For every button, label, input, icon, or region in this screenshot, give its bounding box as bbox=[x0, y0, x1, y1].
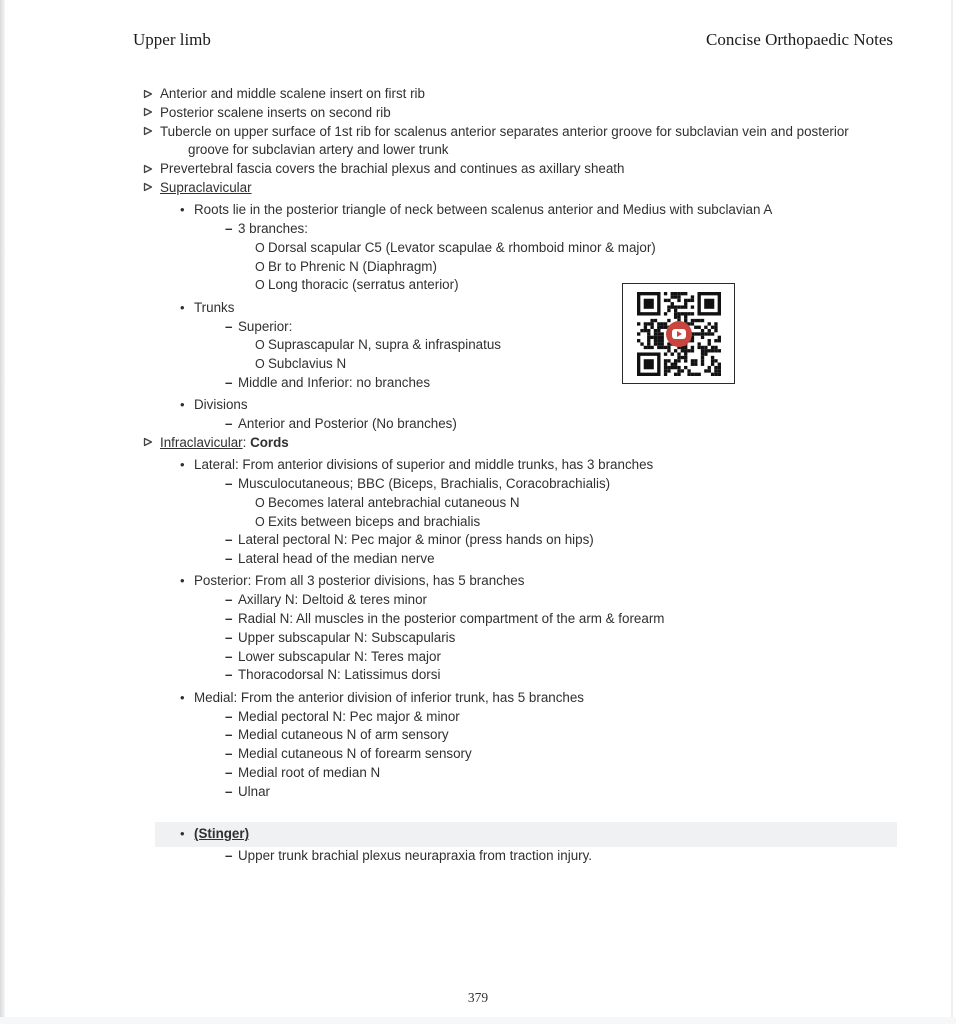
list-item bbox=[0, 434, 956, 453]
circle-bullet-icon: O bbox=[255, 338, 265, 353]
list-item bbox=[0, 494, 956, 513]
dot-bullet-icon: • bbox=[180, 299, 185, 315]
dash-bullet-icon: – bbox=[225, 592, 233, 608]
dash-bullet-icon: – bbox=[225, 416, 233, 432]
circle-bullet-icon: O bbox=[255, 240, 265, 255]
list-item bbox=[0, 726, 956, 745]
list-item bbox=[0, 415, 956, 434]
dash-bullet-icon: – bbox=[225, 475, 233, 491]
dash-bullet-icon: – bbox=[225, 727, 233, 743]
list-item bbox=[0, 610, 956, 629]
dash-bullet-icon: – bbox=[225, 764, 233, 780]
list-item bbox=[0, 629, 956, 648]
dash-bullet-icon: – bbox=[225, 746, 233, 762]
list-item-text: Anterior and middle scalene insert on first rib bbox=[160, 86, 425, 101]
list-item-text: Thoracodorsal N: Latissimus dorsi bbox=[238, 667, 441, 683]
dash-bullet-icon: – bbox=[225, 847, 233, 863]
dot-bullet-icon: • bbox=[180, 825, 185, 841]
dot-bullet-icon: • bbox=[180, 573, 185, 589]
list-item bbox=[155, 822, 897, 846]
circle-bullet-icon: O bbox=[255, 278, 265, 293]
list-item-text: Lateral pectoral N: Pec major & minor (press hands on hips) bbox=[238, 532, 594, 548]
list-item-text: Lateral head of the median nerve bbox=[238, 551, 435, 567]
list-item-text: Posterior scalene inserts on second rib bbox=[160, 104, 391, 120]
page-header bbox=[0, 30, 956, 50]
list-item bbox=[0, 123, 956, 142]
list-item-text: Superior: bbox=[238, 318, 293, 334]
list-item bbox=[0, 179, 956, 198]
list-item bbox=[0, 764, 956, 783]
list-item bbox=[0, 355, 956, 374]
list-item-text: Trunks bbox=[194, 299, 235, 315]
list-item-text: Medial: From the anterior division of inferior trunk, has 5 branches bbox=[194, 689, 584, 705]
list-item-text: Becomes lateral antebrachial cutaneous N bbox=[268, 494, 520, 510]
list-item bbox=[0, 666, 956, 685]
dash-bullet-icon: – bbox=[225, 708, 233, 724]
list-item bbox=[0, 239, 956, 258]
list-item-text: Tubercle on upper surface of 1st rib for scalenus anterior separates anterior groove for subclavian vein and posterior bbox=[160, 123, 849, 139]
list-item bbox=[0, 648, 956, 667]
list-item bbox=[0, 374, 956, 393]
list-item-text: Radial N: All muscles in the posterior compartment of the arm & forearm bbox=[238, 611, 665, 627]
dash-bullet-icon: – bbox=[225, 783, 233, 799]
list-item bbox=[0, 336, 956, 355]
list-item-text: Middle and Inferior: no branches bbox=[238, 374, 431, 390]
list-item-text: Medial root of median N bbox=[238, 764, 381, 780]
qr-code-box bbox=[622, 283, 735, 384]
list-item-text: Divisions bbox=[194, 397, 248, 413]
circle-bullet-icon: O bbox=[255, 495, 265, 510]
arrow-bullet-icon bbox=[143, 104, 160, 123]
dash-bullet-icon: – bbox=[225, 629, 233, 645]
list-item-text: Long thoracic (serratus anterior) bbox=[268, 277, 459, 293]
dash-bullet-icon: – bbox=[225, 374, 233, 390]
list-item-text: Suprascapular N, supra & infraspinatus bbox=[268, 337, 501, 353]
list-item-text: Musculocutaneous; BBC (Biceps, Brachialis, Coracobrachialis) bbox=[238, 475, 611, 491]
list-item-text: Medial cutaneous N of forearm sensory bbox=[238, 746, 472, 762]
list-item-text: Upper trunk brachial plexus neurapraxia from traction injury. bbox=[238, 847, 593, 863]
list-item bbox=[0, 572, 956, 591]
list-item bbox=[0, 847, 956, 866]
dash-bullet-icon: – bbox=[225, 611, 233, 627]
list-item-text: Posterior: From all 3 posterior divisions, has 5 branches bbox=[194, 573, 525, 589]
circle-bullet-icon: O bbox=[255, 514, 265, 529]
list-item bbox=[0, 783, 956, 802]
list-item-text: Infraclavicular: Cords bbox=[160, 434, 289, 450]
list-item-text: Exits between biceps and brachialis bbox=[268, 513, 481, 529]
list-item bbox=[0, 475, 956, 494]
list-item-text: Medial pectoral N: Pec major & minor bbox=[238, 708, 460, 724]
dash-bullet-icon: – bbox=[225, 221, 233, 237]
dot-bullet-icon: • bbox=[180, 397, 185, 413]
arrow-bullet-icon bbox=[143, 160, 160, 179]
dot-bullet-icon: • bbox=[180, 202, 185, 218]
list-item-text: Medial cutaneous N of arm sensory bbox=[238, 727, 449, 743]
arrow-bullet-icon bbox=[143, 123, 160, 142]
dot-bullet-icon: • bbox=[180, 689, 185, 705]
list-item bbox=[0, 160, 956, 179]
list-item bbox=[0, 513, 956, 532]
list-item bbox=[0, 396, 956, 415]
list-item bbox=[0, 104, 956, 123]
qr-code bbox=[637, 292, 721, 376]
list-item bbox=[0, 85, 956, 104]
dot-bullet-icon: • bbox=[180, 457, 185, 473]
list-item-text: Lower subscapular N: Teres major bbox=[238, 648, 441, 664]
youtube-play-icon bbox=[666, 321, 692, 347]
list-item-text: Ulnar bbox=[238, 783, 270, 799]
page-bottom-edge bbox=[0, 1017, 956, 1024]
list-item bbox=[0, 550, 956, 569]
list-item-text: 3 branches: bbox=[238, 221, 308, 237]
list-item bbox=[0, 591, 956, 610]
list-item bbox=[0, 201, 956, 220]
list-item bbox=[0, 276, 956, 295]
list-item-text: groove for subclavian artery and lower trunk bbox=[188, 142, 449, 158]
list-item bbox=[0, 258, 956, 277]
list-item-text: Anterior and Posterior (No branches) bbox=[238, 416, 457, 432]
dash-bullet-icon: – bbox=[225, 532, 233, 548]
dash-bullet-icon: – bbox=[225, 551, 233, 567]
list-item-text: Roots lie in the posterior triangle of neck between scalenus anterior and Medius with subclavian A bbox=[194, 202, 773, 218]
list-item bbox=[0, 456, 956, 475]
list-item-text: Subclavius N bbox=[268, 356, 347, 372]
list-item-text: Lateral: From anterior divisions of superior and middle trunks, has 3 branches bbox=[194, 457, 654, 473]
header-section-title: Upper limb bbox=[133, 30, 211, 49]
list-item bbox=[0, 531, 956, 550]
arrow-bullet-icon bbox=[143, 179, 160, 198]
list-item bbox=[0, 318, 956, 337]
dash-bullet-icon: – bbox=[225, 648, 233, 664]
dash-bullet-icon: – bbox=[225, 667, 233, 683]
circle-bullet-icon: O bbox=[255, 259, 265, 274]
list-item-text: (Stinger) bbox=[194, 825, 250, 841]
header-book-title: Concise Orthopaedic Notes bbox=[706, 30, 893, 49]
list-item-text: Prevertebral fascia covers the brachial plexus and continues as axillary sheath bbox=[160, 161, 625, 177]
list-item bbox=[0, 141, 956, 160]
list-item bbox=[0, 708, 956, 727]
page-number: 379 bbox=[467, 990, 489, 1005]
list-item bbox=[0, 220, 956, 239]
list-item bbox=[0, 299, 956, 318]
circle-bullet-icon: O bbox=[255, 357, 265, 372]
arrow-bullet-icon bbox=[143, 85, 160, 104]
bullet-list bbox=[0, 85, 956, 866]
list-item bbox=[0, 689, 956, 708]
dash-bullet-icon: – bbox=[225, 318, 233, 334]
list-item-text: Upper subscapular N: Subscapularis bbox=[238, 629, 456, 645]
arrow-bullet-icon bbox=[143, 434, 160, 453]
list-item-text: Br to Phrenic N (Diaphragm) bbox=[268, 258, 437, 274]
list-item-text: Axillary N: Deltoid & teres minor bbox=[238, 592, 428, 608]
list-item bbox=[0, 745, 956, 764]
list-item-text: Dorsal scapular C5 (Levator scapulae & rhomboid minor & major) bbox=[268, 239, 656, 255]
list-item-text: Supraclavicular bbox=[160, 179, 252, 195]
